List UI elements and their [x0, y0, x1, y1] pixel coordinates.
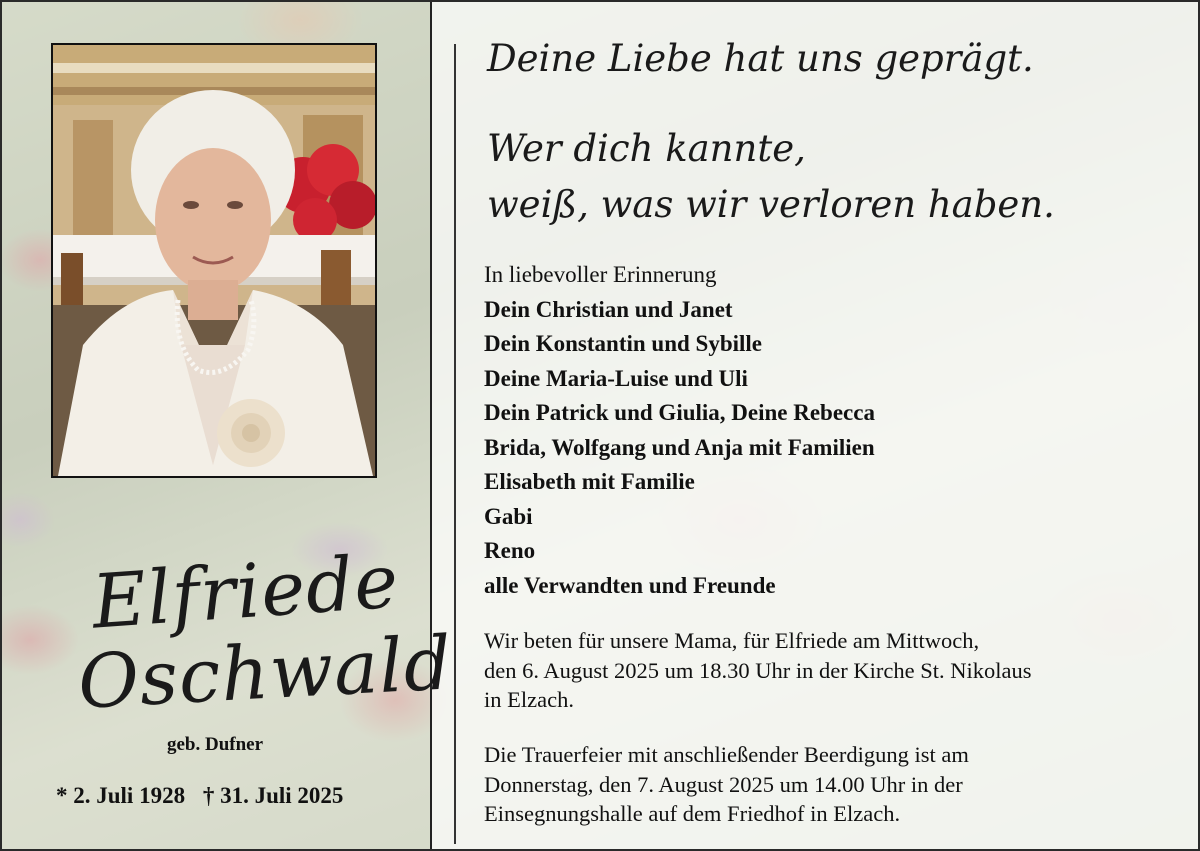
prayer-line: Wir beten für unsere Mama, für Elfriede am Mittwoch,	[484, 628, 980, 653]
mourners-list	[484, 258, 875, 603]
mourner-name: Elisabeth mit Familie	[484, 469, 695, 494]
mourners-intro: In liebevoller Erinnerung	[484, 262, 717, 287]
birth-date: * 2. Juli 1928	[56, 783, 186, 808]
mourner-name: Dein Patrick und Giulia, Deine Rebecca	[484, 400, 875, 425]
prayer-line: in Elzach.	[484, 687, 574, 712]
quote-line-1: Deine Liebe hat uns geprägt.	[487, 37, 1034, 80]
quote-line-2: Wer dich kannte,	[487, 127, 806, 170]
mourner-name: Reno	[484, 538, 536, 563]
birth-name: geb. Dufner	[166, 734, 264, 755]
mourner-name: alle Verwandten und Freunde	[484, 572, 776, 598]
mourner-name: Dein Christian und Janet	[484, 296, 733, 322]
funeral-line: Donnerstag, den 7. August 2025 um 14.00 Uhr in der	[484, 771, 963, 797]
quote-line-3: weiß, was wir verloren haben.	[487, 183, 1055, 226]
death-date: † 31. Juli 2025	[202, 783, 344, 808]
prayer-service-text	[484, 626, 1196, 715]
deceased-first-name: Elfriede	[89, 538, 402, 646]
panel-divider	[430, 0, 432, 851]
mourner-name: Dein Konstantin und Sybille	[484, 331, 763, 356]
life-dates	[56, 783, 343, 809]
prayer-line: den 6. August 2025 um 18.30 Uhr in der Kirche St. Nikolaus	[484, 657, 1032, 683]
funeral-line: Einsegnungshalle auf dem Friedhof in Elzach.	[484, 801, 901, 826]
text-rule	[454, 44, 456, 844]
mourner-name: Deine Maria-Luise und Uli	[484, 365, 748, 391]
mourner-name: Gabi	[484, 503, 533, 529]
portrait-photo	[51, 43, 377, 478]
deceased-last-name: Oschwald	[76, 620, 455, 726]
funeral-line: Die Trauerfeier mit anschließender Beerdigung ist am	[484, 742, 969, 767]
funeral-text	[484, 740, 1196, 829]
mourner-name: Brida, Wolfgang und Anja mit Familien	[484, 434, 875, 460]
